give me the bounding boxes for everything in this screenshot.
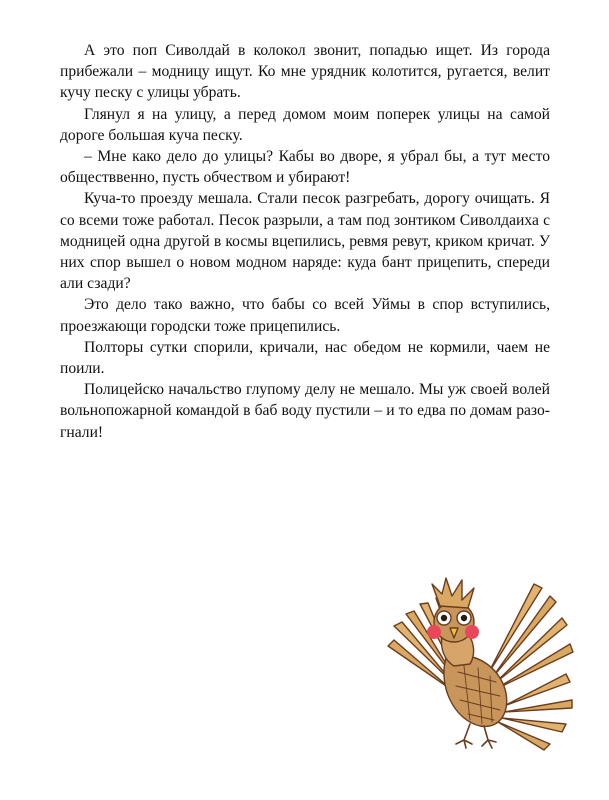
paragraph: – Мне како дело до улицы? Кабы во дворе, я убрал бы, а тут место обществвенно, пусть обчеством и убирают! [60, 148, 550, 187]
paragraph: А это поп Сиволдай в колокол звонит, попадью ищет. Из города прибежали – модницу ищут. Ко мне урядник колотится, ругается, велит кучу песку с улицы убрать. [60, 42, 550, 102]
paragraph: Глянул я на улицу, а перед домом моим поперек улицы на самой дороге большая куча песку. [60, 105, 550, 144]
bird-illustration-icon [384, 574, 580, 756]
paragraph: Полицейско начальство глупому делу не мешало. Мы уж своей волей вольнопожарной командой в баб воду пустили – и то едва по домам разогнали! [60, 381, 550, 441]
paragraph: Это дело тако важно, что бабы со всей Уймы в спор вступились, проезжающи городски тоже прицепились. [60, 296, 550, 335]
paragraph: Полторы сутки спорили, кричали, нас обедом не кормили, чаем не поили. [60, 338, 550, 378]
paragraph: Куча-то проезду мешала. Стали песок разгребать, дорогу очищать. Я со всеми тоже работал. Песок разрыли, а там под зонтиком Сиволдаиха с модницей одна другой в космы вцепились, ревмя ревут, криком кричат. У них спор вышел о новом модном наряде: куда бант прицепить, спереди али сзади? [60, 190, 550, 293]
page-text [60, 40, 550, 443]
